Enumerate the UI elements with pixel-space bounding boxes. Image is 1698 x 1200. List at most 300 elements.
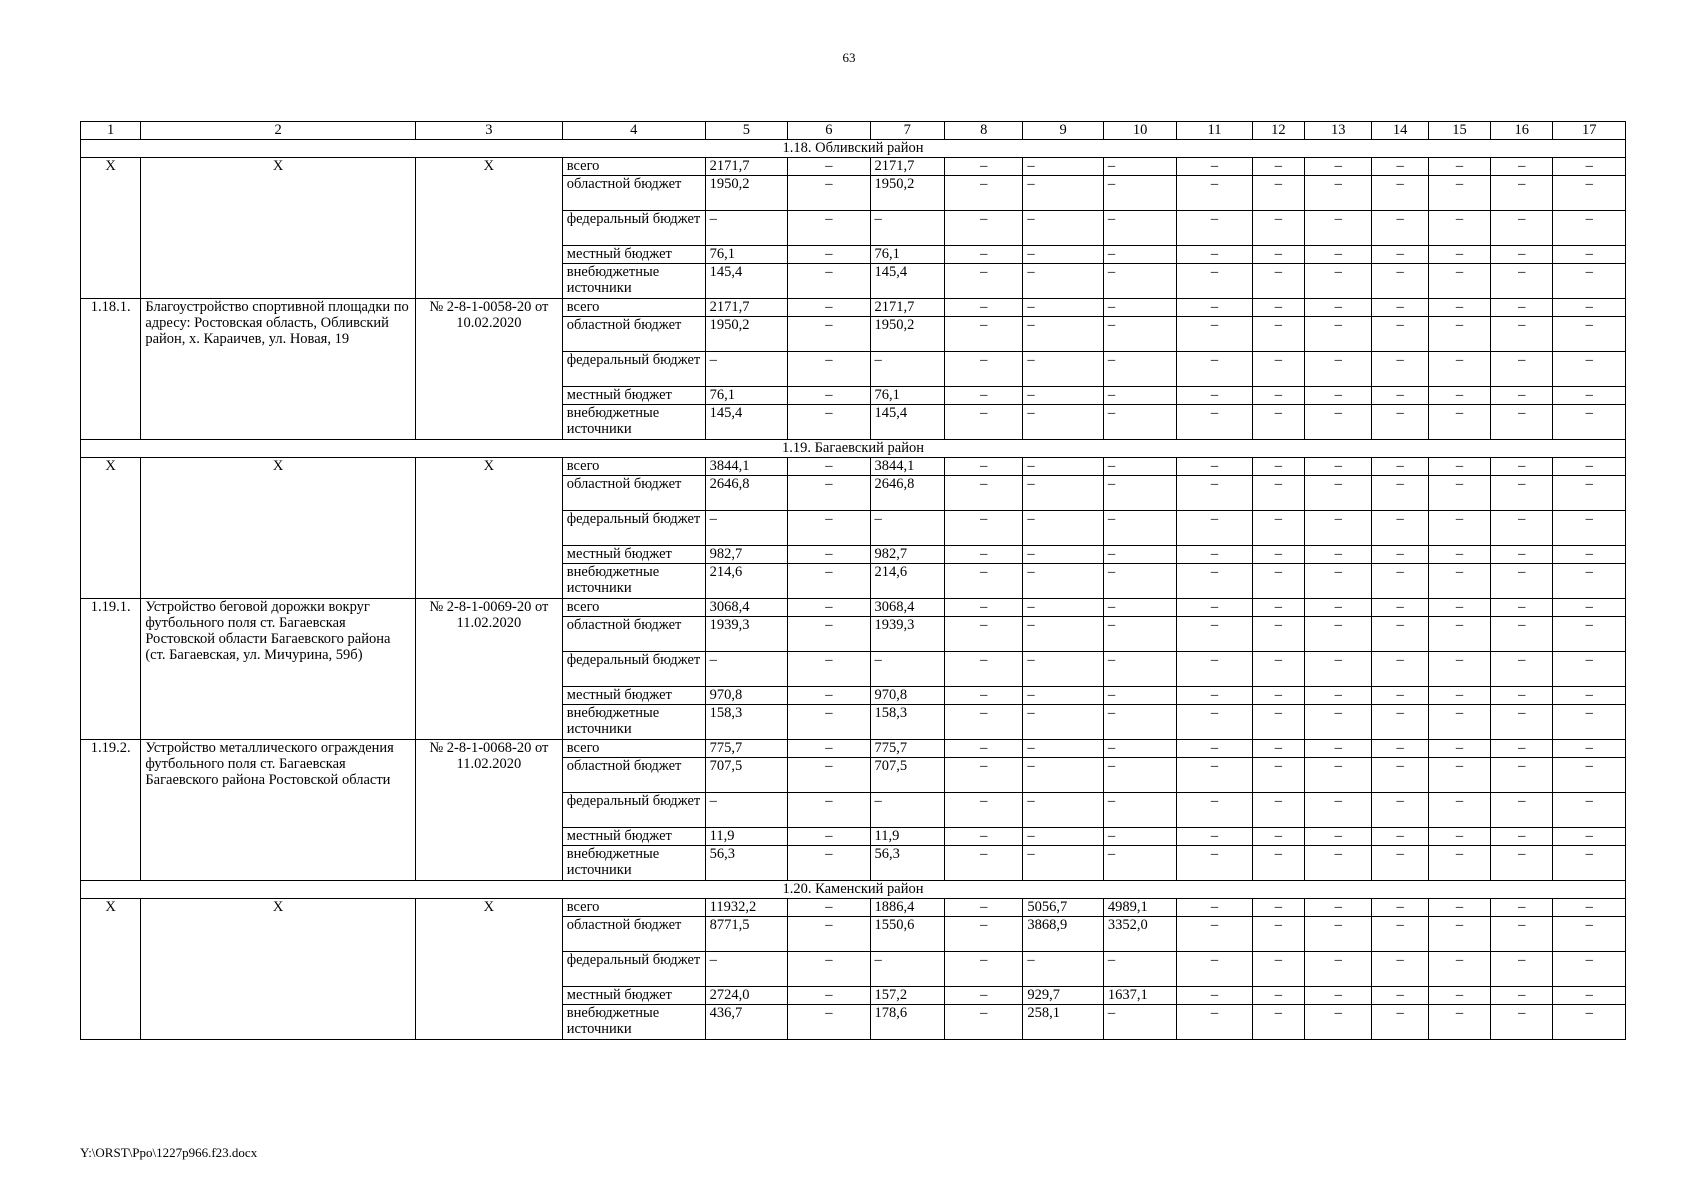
value-col-9: – xyxy=(1023,405,1103,440)
funding-source: местный бюджет xyxy=(562,387,705,405)
summary-row xyxy=(81,158,1626,176)
dash-col-13: – xyxy=(1305,264,1372,299)
dash-col-16: – xyxy=(1491,387,1553,405)
dash-col-15: – xyxy=(1428,1005,1490,1040)
dash-col-12: – xyxy=(1252,740,1304,758)
dash-col-15: – xyxy=(1428,917,1490,952)
value-col-5: 1939,3 xyxy=(705,617,787,652)
value-col-7: 157,2 xyxy=(870,987,944,1005)
value-col-10: – xyxy=(1103,828,1176,846)
value-col-7: – xyxy=(870,211,944,246)
dash-col-15: – xyxy=(1428,599,1490,617)
funding-source: федеральный бюджет xyxy=(562,952,705,987)
dash-col-17: – xyxy=(1553,952,1626,987)
dash-col-6: – xyxy=(788,917,870,952)
dash-col-8: – xyxy=(944,687,1022,705)
cell-x: Х xyxy=(141,158,416,299)
funding-source: местный бюджет xyxy=(562,246,705,264)
dash-col-15: – xyxy=(1428,299,1490,317)
dash-col-14: – xyxy=(1372,352,1428,387)
dash-col-8: – xyxy=(944,405,1022,440)
summary-row xyxy=(81,458,1626,476)
dash-col-15: – xyxy=(1428,705,1490,740)
dash-col-17: – xyxy=(1553,599,1626,617)
funding-source: местный бюджет xyxy=(562,828,705,846)
dash-col-11: – xyxy=(1177,458,1252,476)
dash-col-15: – xyxy=(1428,987,1490,1005)
value-col-5: 158,3 xyxy=(705,705,787,740)
dash-col-12: – xyxy=(1252,211,1304,246)
dash-col-14: – xyxy=(1372,476,1428,511)
dash-col-17: – xyxy=(1553,476,1626,511)
value-col-10: – xyxy=(1103,687,1176,705)
section-title-row xyxy=(81,140,1626,158)
value-col-5: – xyxy=(705,352,787,387)
dash-col-6: – xyxy=(788,476,870,511)
dash-col-17: – xyxy=(1553,246,1626,264)
dash-col-14: – xyxy=(1372,599,1428,617)
value-col-9: 258,1 xyxy=(1023,1005,1103,1040)
item-document: № 2-8-1-0068-20 от 11.02.2020 xyxy=(415,740,562,881)
dash-col-13: – xyxy=(1305,652,1372,687)
dash-col-16: – xyxy=(1491,758,1553,793)
dash-col-17: – xyxy=(1553,176,1626,211)
dash-col-12: – xyxy=(1252,387,1304,405)
dash-col-14: – xyxy=(1372,158,1428,176)
value-col-9: – xyxy=(1023,599,1103,617)
value-col-10: – xyxy=(1103,387,1176,405)
dash-col-12: – xyxy=(1252,846,1304,881)
value-col-7: 970,8 xyxy=(870,687,944,705)
value-col-5: – xyxy=(705,952,787,987)
dash-col-12: – xyxy=(1252,405,1304,440)
dash-col-12: – xyxy=(1252,917,1304,952)
value-col-9: – xyxy=(1023,740,1103,758)
table-body xyxy=(81,122,1626,1040)
dash-col-15: – xyxy=(1428,617,1490,652)
dash-col-16: – xyxy=(1491,687,1553,705)
item-row xyxy=(81,740,1626,758)
value-col-5: 2724,0 xyxy=(705,987,787,1005)
dash-col-16: – xyxy=(1491,546,1553,564)
dash-col-13: – xyxy=(1305,987,1372,1005)
dash-col-16: – xyxy=(1491,511,1553,546)
dash-col-13: – xyxy=(1305,458,1372,476)
dash-col-12: – xyxy=(1252,476,1304,511)
value-col-10: – xyxy=(1103,546,1176,564)
dash-col-6: – xyxy=(788,405,870,440)
dash-col-15: – xyxy=(1428,458,1490,476)
dash-col-6: – xyxy=(788,511,870,546)
dash-col-11: – xyxy=(1177,952,1252,987)
dash-col-13: – xyxy=(1305,176,1372,211)
dash-col-11: – xyxy=(1177,299,1252,317)
dash-col-6: – xyxy=(788,387,870,405)
value-col-10: – xyxy=(1103,617,1176,652)
funding-source: внебюджетные источники xyxy=(562,264,705,299)
dash-col-14: – xyxy=(1372,617,1428,652)
dash-col-12: – xyxy=(1252,546,1304,564)
funding-source: внебюджетные источники xyxy=(562,705,705,740)
value-col-7: 1939,3 xyxy=(870,617,944,652)
section-title-row xyxy=(81,440,1626,458)
value-col-10: – xyxy=(1103,952,1176,987)
dash-col-12: – xyxy=(1252,299,1304,317)
value-col-5: 982,7 xyxy=(705,546,787,564)
dash-col-13: – xyxy=(1305,846,1372,881)
dash-col-6: – xyxy=(788,846,870,881)
dash-col-16: – xyxy=(1491,952,1553,987)
value-col-7: – xyxy=(870,793,944,828)
dash-col-8: – xyxy=(944,917,1022,952)
dash-col-12: – xyxy=(1252,952,1304,987)
dash-col-12: – xyxy=(1252,599,1304,617)
dash-col-16: – xyxy=(1491,705,1553,740)
value-col-9: – xyxy=(1023,246,1103,264)
dash-col-14: – xyxy=(1372,511,1428,546)
dash-col-15: – xyxy=(1428,846,1490,881)
dash-col-16: – xyxy=(1491,476,1553,511)
value-col-9: – xyxy=(1023,387,1103,405)
column-number: 15 xyxy=(1428,122,1490,140)
value-col-9: – xyxy=(1023,352,1103,387)
dash-col-11: – xyxy=(1177,652,1252,687)
dash-col-13: – xyxy=(1305,899,1372,917)
column-number: 5 xyxy=(705,122,787,140)
column-number: 4 xyxy=(562,122,705,140)
funding-source: федеральный бюджет xyxy=(562,352,705,387)
value-col-10: 1637,1 xyxy=(1103,987,1176,1005)
dash-col-14: – xyxy=(1372,299,1428,317)
dash-col-8: – xyxy=(944,352,1022,387)
dash-col-11: – xyxy=(1177,705,1252,740)
column-number: 1 xyxy=(81,122,141,140)
column-number: 3 xyxy=(415,122,562,140)
dash-col-15: – xyxy=(1428,511,1490,546)
dash-col-8: – xyxy=(944,1005,1022,1040)
dash-col-14: – xyxy=(1372,987,1428,1005)
dash-col-13: – xyxy=(1305,705,1372,740)
value-col-10: – xyxy=(1103,511,1176,546)
cell-x: Х xyxy=(415,458,562,599)
value-col-5: 3068,4 xyxy=(705,599,787,617)
dash-col-17: – xyxy=(1553,387,1626,405)
dash-col-12: – xyxy=(1252,899,1304,917)
dash-col-11: – xyxy=(1177,917,1252,952)
column-number: 11 xyxy=(1177,122,1252,140)
value-col-10: – xyxy=(1103,1005,1176,1040)
dash-col-16: – xyxy=(1491,158,1553,176)
value-col-10: – xyxy=(1103,352,1176,387)
dash-col-12: – xyxy=(1252,264,1304,299)
value-col-10: – xyxy=(1103,564,1176,599)
value-col-7: 775,7 xyxy=(870,740,944,758)
footer-file-path: Y:\ORST\Ppo\1227p966.f23.docx xyxy=(80,1145,258,1160)
dash-col-14: – xyxy=(1372,264,1428,299)
dash-col-14: – xyxy=(1372,705,1428,740)
value-col-10: – xyxy=(1103,476,1176,511)
dash-col-16: – xyxy=(1491,299,1553,317)
dash-col-8: – xyxy=(944,317,1022,352)
value-col-10: – xyxy=(1103,299,1176,317)
budget-table xyxy=(80,121,1626,1040)
dash-col-15: – xyxy=(1428,546,1490,564)
dash-col-15: – xyxy=(1428,158,1490,176)
dash-col-12: – xyxy=(1252,828,1304,846)
dash-col-16: – xyxy=(1491,176,1553,211)
value-col-9: – xyxy=(1023,458,1103,476)
dash-col-14: – xyxy=(1372,564,1428,599)
dash-col-6: – xyxy=(788,952,870,987)
value-col-9: – xyxy=(1023,846,1103,881)
dash-col-11: – xyxy=(1177,511,1252,546)
column-number: 7 xyxy=(870,122,944,140)
item-row xyxy=(81,299,1626,317)
dash-col-13: – xyxy=(1305,511,1372,546)
dash-col-17: – xyxy=(1553,705,1626,740)
dash-col-15: – xyxy=(1428,828,1490,846)
dash-col-6: – xyxy=(788,899,870,917)
dash-col-17: – xyxy=(1553,917,1626,952)
dash-col-17: – xyxy=(1553,158,1626,176)
dash-col-6: – xyxy=(788,246,870,264)
dash-col-14: – xyxy=(1372,246,1428,264)
column-number: 16 xyxy=(1491,122,1553,140)
dash-col-8: – xyxy=(944,652,1022,687)
dash-col-15: – xyxy=(1428,246,1490,264)
dash-col-17: – xyxy=(1553,793,1626,828)
dash-col-13: – xyxy=(1305,917,1372,952)
dash-col-6: – xyxy=(788,317,870,352)
value-col-5: 11932,2 xyxy=(705,899,787,917)
funding-source: федеральный бюджет xyxy=(562,511,705,546)
dash-col-11: – xyxy=(1177,828,1252,846)
value-col-7: 1950,2 xyxy=(870,176,944,211)
value-col-9: – xyxy=(1023,317,1103,352)
dash-col-11: – xyxy=(1177,476,1252,511)
dash-col-14: – xyxy=(1372,387,1428,405)
value-col-10: – xyxy=(1103,405,1176,440)
value-col-9: – xyxy=(1023,758,1103,793)
value-col-5: 1950,2 xyxy=(705,176,787,211)
dash-col-14: – xyxy=(1372,758,1428,793)
value-col-9: 5056,7 xyxy=(1023,899,1103,917)
item-number: 1.18.1. xyxy=(81,299,141,440)
value-col-7: 145,4 xyxy=(870,405,944,440)
dash-col-12: – xyxy=(1252,511,1304,546)
dash-col-16: – xyxy=(1491,917,1553,952)
dash-col-13: – xyxy=(1305,617,1372,652)
dash-col-8: – xyxy=(944,599,1022,617)
dash-col-13: – xyxy=(1305,1005,1372,1040)
value-col-5: – xyxy=(705,211,787,246)
value-col-9: – xyxy=(1023,158,1103,176)
dash-col-15: – xyxy=(1428,758,1490,793)
dash-col-6: – xyxy=(788,705,870,740)
funding-source: местный бюджет xyxy=(562,987,705,1005)
dash-col-17: – xyxy=(1553,264,1626,299)
dash-col-12: – xyxy=(1252,352,1304,387)
dash-col-13: – xyxy=(1305,476,1372,511)
value-col-7: 56,3 xyxy=(870,846,944,881)
funding-source: областной бюджет xyxy=(562,758,705,793)
dash-col-16: – xyxy=(1491,599,1553,617)
value-col-9: – xyxy=(1023,564,1103,599)
dash-col-14: – xyxy=(1372,952,1428,987)
column-number-row xyxy=(81,122,1626,140)
value-col-9: – xyxy=(1023,652,1103,687)
dash-col-14: – xyxy=(1372,846,1428,881)
value-col-7: 3068,4 xyxy=(870,599,944,617)
dash-col-13: – xyxy=(1305,828,1372,846)
column-number: 9 xyxy=(1023,122,1103,140)
dash-col-12: – xyxy=(1252,793,1304,828)
value-col-10: – xyxy=(1103,740,1176,758)
dash-col-13: – xyxy=(1305,758,1372,793)
dash-col-11: – xyxy=(1177,176,1252,211)
dash-col-8: – xyxy=(944,705,1022,740)
dash-col-12: – xyxy=(1252,564,1304,599)
section-title: 1.20. Каменский район xyxy=(81,881,1626,899)
value-col-10: – xyxy=(1103,458,1176,476)
value-col-10: – xyxy=(1103,793,1176,828)
value-col-10: – xyxy=(1103,846,1176,881)
dash-col-8: – xyxy=(944,158,1022,176)
dash-col-15: – xyxy=(1428,211,1490,246)
dash-col-12: – xyxy=(1252,652,1304,687)
value-col-9: – xyxy=(1023,617,1103,652)
cell-x: Х xyxy=(81,158,141,299)
item-name: Благоустройство спортивной площадки по адресу: Ростовская область, Обливский район, х. Караичев, ул. Новая, 19 xyxy=(141,299,416,440)
value-col-5: 214,6 xyxy=(705,564,787,599)
dash-col-13: – xyxy=(1305,687,1372,705)
dash-col-15: – xyxy=(1428,740,1490,758)
value-col-9: 3868,9 xyxy=(1023,917,1103,952)
summary-row xyxy=(81,899,1626,917)
value-col-10: – xyxy=(1103,211,1176,246)
value-col-7: 214,6 xyxy=(870,564,944,599)
dash-col-13: – xyxy=(1305,740,1372,758)
dash-col-14: – xyxy=(1372,917,1428,952)
dash-col-17: – xyxy=(1553,617,1626,652)
value-col-7: 2646,8 xyxy=(870,476,944,511)
value-col-10: – xyxy=(1103,264,1176,299)
dash-col-6: – xyxy=(788,352,870,387)
dash-col-14: – xyxy=(1372,793,1428,828)
dash-col-8: – xyxy=(944,246,1022,264)
value-col-7: 3844,1 xyxy=(870,458,944,476)
value-col-7: 11,9 xyxy=(870,828,944,846)
value-col-5: – xyxy=(705,511,787,546)
dash-col-14: – xyxy=(1372,899,1428,917)
dash-col-16: – xyxy=(1491,899,1553,917)
value-col-10: 4989,1 xyxy=(1103,899,1176,917)
dash-col-8: – xyxy=(944,617,1022,652)
value-col-9: – xyxy=(1023,264,1103,299)
dash-col-8: – xyxy=(944,176,1022,211)
dash-col-8: – xyxy=(944,264,1022,299)
funding-source: внебюджетные источники xyxy=(562,405,705,440)
value-col-10: – xyxy=(1103,246,1176,264)
value-col-5: 56,3 xyxy=(705,846,787,881)
dash-col-8: – xyxy=(944,846,1022,881)
dash-col-14: – xyxy=(1372,828,1428,846)
dash-col-8: – xyxy=(944,564,1022,599)
funding-source: федеральный бюджет xyxy=(562,793,705,828)
value-col-9: – xyxy=(1023,687,1103,705)
dash-col-6: – xyxy=(788,1005,870,1040)
value-col-9: – xyxy=(1023,952,1103,987)
value-col-5: 436,7 xyxy=(705,1005,787,1040)
value-col-7: 178,6 xyxy=(870,1005,944,1040)
funding-source: областной бюджет xyxy=(562,317,705,352)
funding-source: внебюджетные источники xyxy=(562,564,705,599)
dash-col-11: – xyxy=(1177,264,1252,299)
value-col-9: – xyxy=(1023,828,1103,846)
dash-col-17: – xyxy=(1553,652,1626,687)
value-col-7: – xyxy=(870,652,944,687)
value-col-9: – xyxy=(1023,476,1103,511)
dash-col-13: – xyxy=(1305,387,1372,405)
value-col-7: – xyxy=(870,511,944,546)
dash-col-13: – xyxy=(1305,546,1372,564)
funding-source: внебюджетные источники xyxy=(562,846,705,881)
dash-col-6: – xyxy=(788,740,870,758)
column-number: 2 xyxy=(141,122,416,140)
dash-col-6: – xyxy=(788,546,870,564)
dash-col-13: – xyxy=(1305,352,1372,387)
dash-col-16: – xyxy=(1491,246,1553,264)
value-col-7: 145,4 xyxy=(870,264,944,299)
cell-x: Х xyxy=(81,899,141,1040)
dash-col-17: – xyxy=(1553,828,1626,846)
dash-col-8: – xyxy=(944,387,1022,405)
dash-col-16: – xyxy=(1491,740,1553,758)
dash-col-16: – xyxy=(1491,405,1553,440)
value-col-10: – xyxy=(1103,652,1176,687)
value-col-10: – xyxy=(1103,705,1176,740)
section-title-row xyxy=(81,881,1626,899)
dash-col-12: – xyxy=(1252,458,1304,476)
dash-col-15: – xyxy=(1428,793,1490,828)
dash-col-6: – xyxy=(788,264,870,299)
dash-col-12: – xyxy=(1252,246,1304,264)
cell-x: Х xyxy=(415,158,562,299)
dash-col-11: – xyxy=(1177,246,1252,264)
dash-col-8: – xyxy=(944,458,1022,476)
column-number: 8 xyxy=(944,122,1022,140)
funding-source: федеральный бюджет xyxy=(562,211,705,246)
dash-col-12: – xyxy=(1252,1005,1304,1040)
dash-col-8: – xyxy=(944,211,1022,246)
column-number: 14 xyxy=(1372,122,1428,140)
value-col-10: 3352,0 xyxy=(1103,917,1176,952)
value-col-7: 1950,2 xyxy=(870,317,944,352)
dash-col-11: – xyxy=(1177,846,1252,881)
item-name: Устройство беговой дорожки вокруг футбольного поля ст. Багаевская Ростовской области Багаевского района (ст. Багаевская, ул. Мичурина, 59б) xyxy=(141,599,416,740)
dash-col-13: – xyxy=(1305,599,1372,617)
funding-source: всего xyxy=(562,599,705,617)
dash-col-16: – xyxy=(1491,617,1553,652)
value-col-7: – xyxy=(870,352,944,387)
value-col-9: – xyxy=(1023,793,1103,828)
cell-x: Х xyxy=(141,899,416,1040)
value-col-9: – xyxy=(1023,299,1103,317)
dash-col-13: – xyxy=(1305,317,1372,352)
column-number: 12 xyxy=(1252,122,1304,140)
dash-col-6: – xyxy=(788,158,870,176)
value-col-7: 76,1 xyxy=(870,387,944,405)
